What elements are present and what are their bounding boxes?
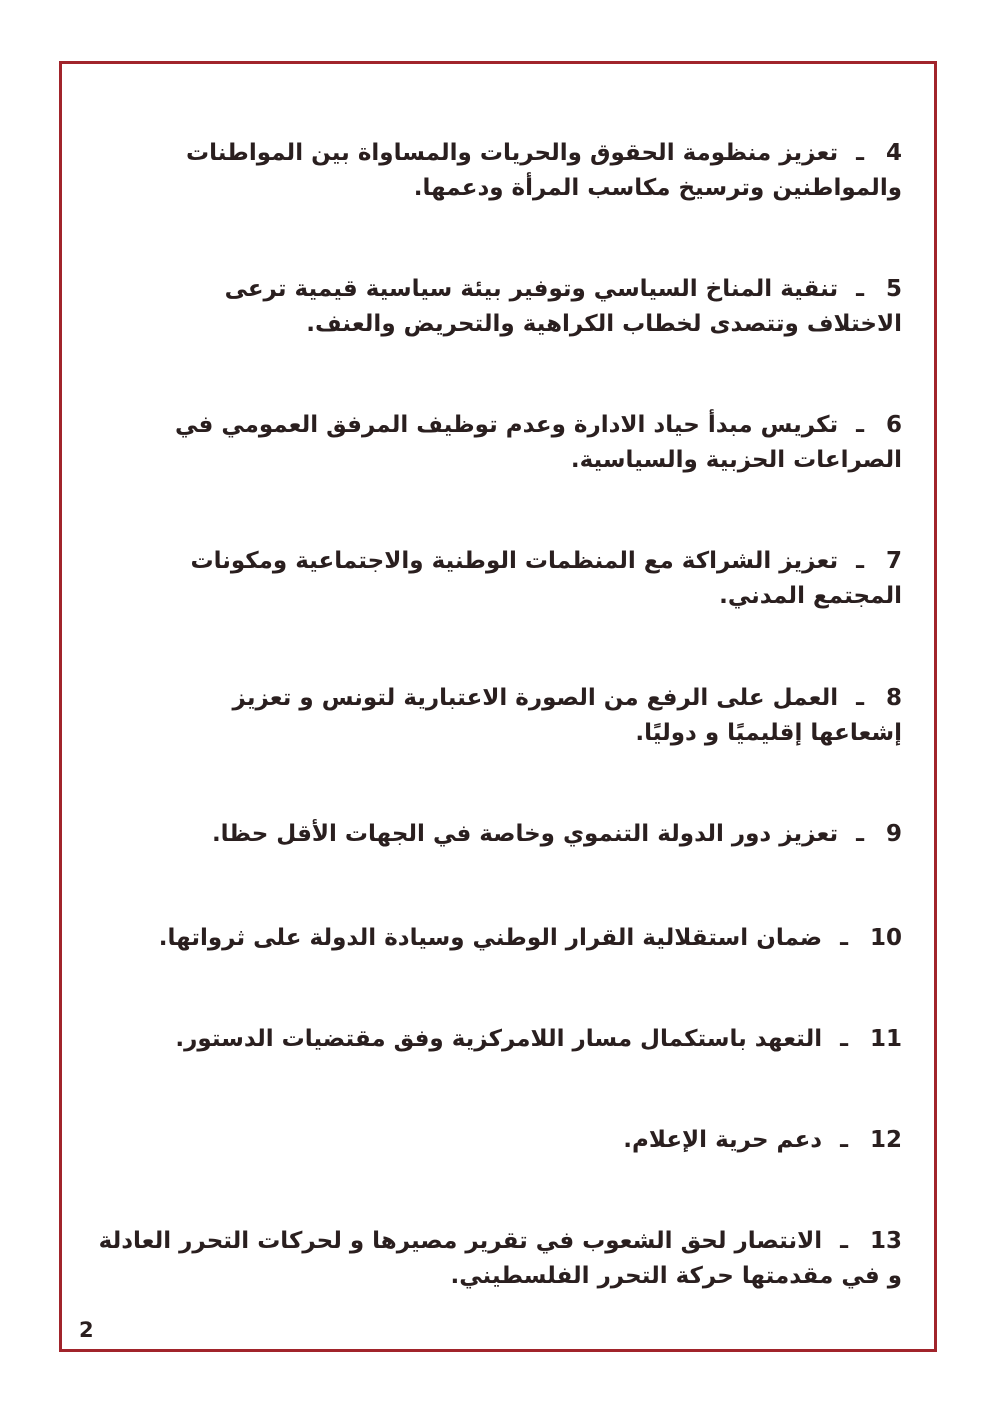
item-text-line-1: التعهد باستكمال مسار اللامركزية وفق مقتضيات الدستور. [175, 1026, 823, 1052]
item-dash: ـ [856, 276, 864, 302]
item-text-line-2: المجتمع المدني. [719, 583, 902, 609]
list-item-12 [623, 1123, 902, 1158]
item-number: 6 [885, 412, 902, 438]
item-text-line-1: دعم حرية الإعلام. [623, 1127, 823, 1153]
list-item-4 [186, 136, 902, 206]
item-text-line-1: تعزيز الشراكة مع المنظمات الوطنية والاجتماعية ومكونات [190, 548, 839, 574]
item-dash: ـ [840, 925, 848, 951]
item-dash: ـ [840, 1228, 848, 1254]
item-dash: ـ [856, 140, 864, 166]
item-number: 4 [885, 140, 902, 166]
item-number: 7 [885, 548, 902, 574]
list-item-6 [175, 408, 902, 478]
item-text-line-1: تعزيز منظومة الحقوق والحريات والمساواة بين المواطنات [186, 140, 839, 166]
item-text-line-2: الاختلاف وتتصدى لخطاب الكراهية والتحريض والعنف. [306, 311, 902, 337]
item-dash: ـ [856, 412, 864, 438]
item-dash: ـ [856, 821, 864, 847]
list-item-8 [233, 681, 902, 751]
item-text-line-2: والمواطنين وترسيخ مكاسب المرأة ودعمها. [413, 175, 902, 201]
item-number: 5 [885, 276, 902, 302]
item-text-line-1: تنقية المناخ السياسي وتوفير بيئة سياسية قيمية ترعى [224, 276, 839, 302]
list-item-13 [99, 1224, 902, 1294]
list-item-7 [190, 544, 902, 614]
item-dash: ـ [840, 1026, 848, 1052]
item-text-line-1: ضمان استقلالية القرار الوطني وسيادة الدولة على ثرواتها. [158, 925, 823, 951]
item-number: 8 [885, 685, 902, 711]
item-text-line-2: الصراعات الحزبية والسياسية. [570, 447, 902, 473]
list-item-11 [175, 1022, 902, 1057]
item-text-line-2: و في مقدمتها حركة التحرر الفلسطيني. [450, 1263, 902, 1289]
list-item-9 [212, 817, 902, 852]
item-number: 13 [869, 1228, 902, 1254]
item-text-line-1: العمل على الرفع من الصورة الاعتبارية لتونس و تعزيز [232, 685, 839, 711]
item-number: 12 [869, 1127, 902, 1153]
item-text-line-2: إشعاعها إقليميًا و دوليًا. [635, 720, 902, 746]
list-item-5 [225, 272, 902, 342]
item-dash: ـ [856, 685, 864, 711]
item-number: 10 [869, 925, 902, 951]
item-text-line-1: الانتصار لحق الشعوب في تقرير مصيرها و لحركات التحرر العادلة [98, 1228, 823, 1254]
page-number: 2 [79, 1318, 94, 1342]
item-text-line-1: تكريس مبدأ حياد الادارة وعدم توظيف المرفق العمومي في [174, 412, 839, 438]
item-text-line-1: تعزيز دور الدولة التنموي وخاصة في الجهات الأقل حظا. [211, 821, 839, 847]
list-item-10 [159, 921, 902, 956]
item-number: 9 [885, 821, 902, 847]
item-dash: ـ [840, 1127, 848, 1153]
item-number: 11 [869, 1026, 902, 1052]
item-dash: ـ [856, 548, 864, 574]
